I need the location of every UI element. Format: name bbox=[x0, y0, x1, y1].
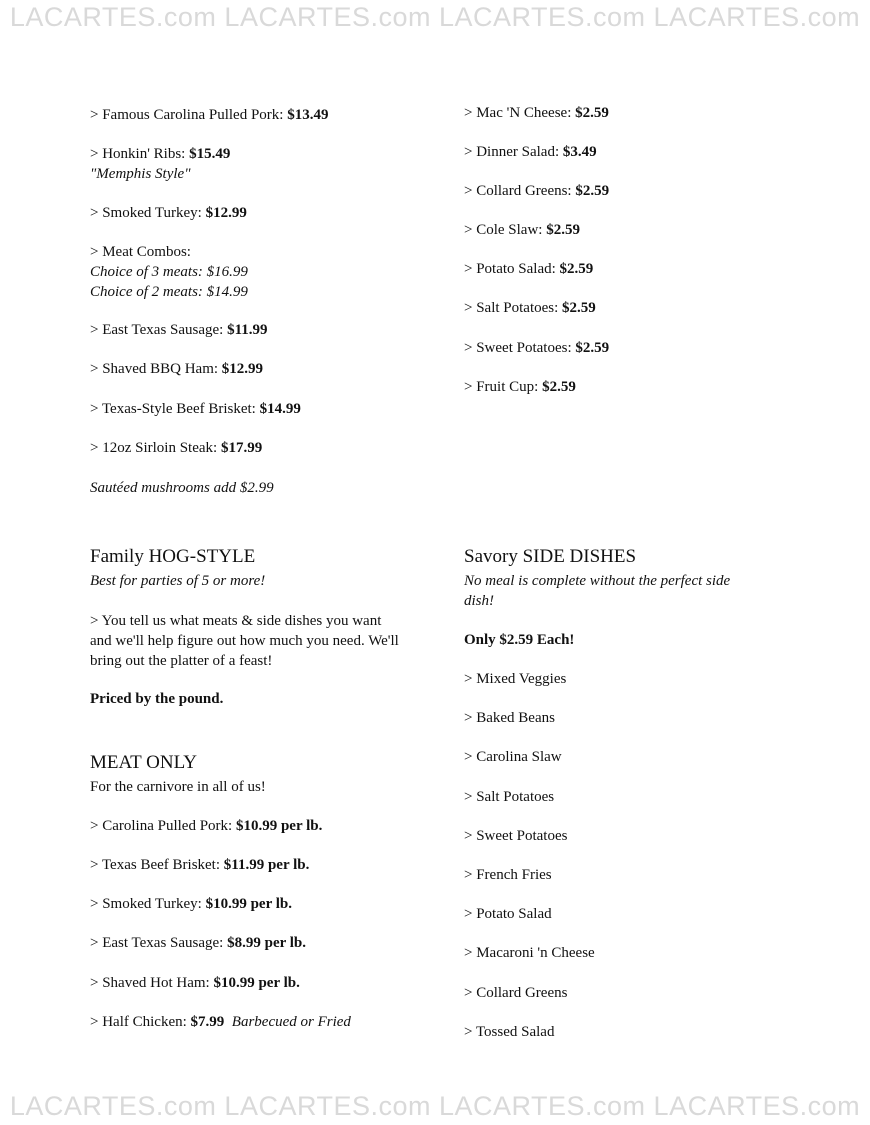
side-dish-item: > Salt Potatoes bbox=[464, 789, 555, 805]
family-subtitle: Best for parties of 5 or more! bbox=[90, 573, 266, 589]
menu-item-pulled-pork: > Famous Carolina Pulled Pork: $13.49 bbox=[90, 107, 329, 123]
menu-item-meat-combos: > Meat Combos: bbox=[90, 244, 191, 260]
side-salt-potatoes: > Salt Potatoes: $2.59 bbox=[464, 300, 596, 316]
family-desc-line-1: > You tell us what meats & side dishes you want bbox=[90, 613, 382, 629]
side-dinner-salad: > Dinner Salad: $3.49 bbox=[464, 144, 597, 160]
family-desc-line-2: and we'll help figure out how much you need. We'll bbox=[90, 633, 399, 649]
menu-item-sausage: > East Texas Sausage: $11.99 bbox=[90, 322, 268, 338]
side-dish-item: > Mixed Veggies bbox=[464, 671, 567, 687]
family-priced-note: Priced by the pound. bbox=[90, 691, 224, 707]
side-dish-item: > Macaroni 'n Cheese bbox=[464, 945, 595, 961]
sides-price-note: Only $2.59 Each! bbox=[464, 632, 575, 648]
watermark-top: LACARTES.com LACARTES.com LACARTES.com LACARTES.com bbox=[9, 2, 861, 32]
menu-item-sirloin: > 12oz Sirloin Steak: $17.99 bbox=[90, 440, 263, 456]
meat-item-hot-ham: > Shaved Hot Ham: $10.99 per lb. bbox=[90, 975, 300, 991]
menu-item-ribs-note: "Memphis Style" bbox=[90, 166, 191, 182]
family-desc-line-3: bring out the platter of a feast! bbox=[90, 653, 273, 669]
side-dish-item: > Collard Greens bbox=[464, 985, 568, 1001]
side-dish-item: > Baked Beans bbox=[464, 710, 555, 726]
family-heading: Family HOG-STYLE bbox=[90, 546, 256, 567]
side-dish-item: > Sweet Potatoes bbox=[464, 828, 568, 844]
side-potato-salad: > Potato Salad: $2.59 bbox=[464, 261, 594, 277]
side-dish-item: > Tossed Salad bbox=[464, 1024, 555, 1040]
meat-item-turkey: > Smoked Turkey: $10.99 per lb. bbox=[90, 896, 292, 912]
meat-item-sausage: > East Texas Sausage: $8.99 per lb. bbox=[90, 935, 307, 951]
menu-item-ribs: > Honkin' Ribs: $15.49 bbox=[90, 146, 231, 162]
side-dish-item: > French Fries bbox=[464, 867, 552, 883]
meat-only-heading: MEAT ONLY bbox=[90, 752, 197, 773]
side-sweet-potatoes: > Sweet Potatoes: $2.59 bbox=[464, 340, 610, 356]
side-mac-cheese: > Mac 'N Cheese: $2.59 bbox=[464, 105, 609, 121]
side-dish-item: > Potato Salad bbox=[464, 906, 552, 922]
meat-item-half-chicken: > Half Chicken: $7.99 Barbecued or Fried bbox=[90, 1014, 351, 1030]
side-fruit-cup: > Fruit Cup: $2.59 bbox=[464, 379, 576, 395]
side-dish-item: > Carolina Slaw bbox=[464, 749, 562, 765]
side-collard-greens: > Collard Greens: $2.59 bbox=[464, 183, 610, 199]
side-cole-slaw: > Cole Slaw: $2.59 bbox=[464, 222, 580, 238]
watermark-bottom: LACARTES.com LACARTES.com LACARTES.com LACARTES.com bbox=[9, 1091, 861, 1121]
menu-item-smoked-turkey: > Smoked Turkey: $12.99 bbox=[90, 205, 247, 221]
sides-heading: Savory SIDE DISHES bbox=[464, 546, 637, 567]
meat-item-brisket: > Texas Beef Brisket: $11.99 per lb. bbox=[90, 857, 310, 873]
sides-subtitle-line-1: No meal is complete without the perfect side bbox=[464, 573, 731, 589]
sides-subtitle-line-2: dish! bbox=[464, 593, 494, 609]
combo-3-meats: Choice of 3 meats: $16.99 bbox=[90, 264, 248, 280]
meat-only-subtitle: For the carnivore in all of us! bbox=[90, 779, 266, 795]
combo-2-meats: Choice of 2 meats: $14.99 bbox=[90, 284, 248, 300]
meat-item-pulled-pork: > Carolina Pulled Pork: $10.99 per lb. bbox=[90, 818, 323, 834]
mushrooms-footnote: Sautéed mushrooms add $2.99 bbox=[90, 480, 274, 496]
menu-item-bbq-ham: > Shaved BBQ Ham: $12.99 bbox=[90, 361, 264, 377]
menu-item-brisket: > Texas-Style Beef Brisket: $14.99 bbox=[90, 401, 301, 417]
